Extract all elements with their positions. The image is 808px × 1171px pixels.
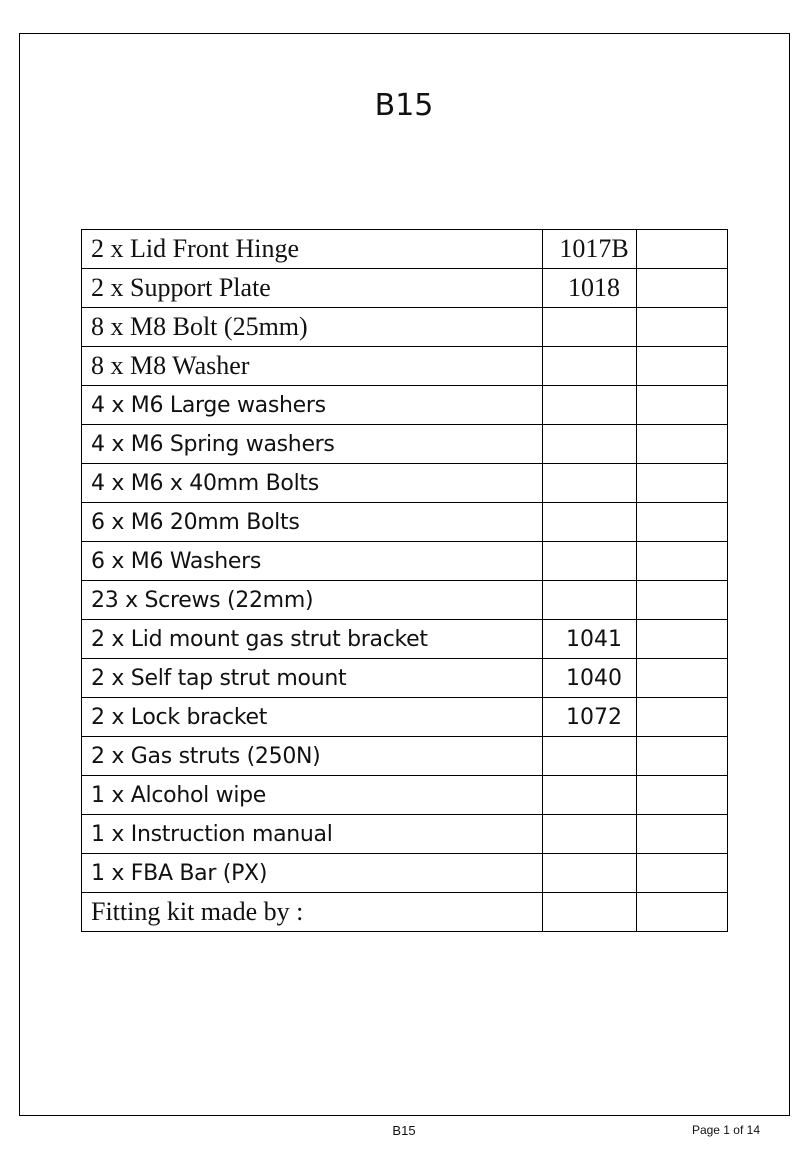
part-code: [543, 776, 637, 815]
table-row: [82, 425, 728, 464]
table-row: [82, 776, 728, 815]
table-row: [82, 269, 728, 308]
part-description: 2 x Support Plate: [82, 269, 543, 308]
table-row: [82, 854, 728, 893]
part-code: [543, 581, 637, 620]
footer-page-number: Page 1 of 14: [691, 1123, 760, 1137]
check-cell: [637, 854, 728, 893]
part-code: [543, 815, 637, 854]
part-description: 1 x FBA Bar (PX): [82, 854, 543, 893]
table-row: [82, 542, 728, 581]
part-description: 1 x Alcohol wipe: [82, 776, 543, 815]
check-cell: [637, 737, 728, 776]
part-description: 2 x Self tap strut mount: [82, 659, 543, 698]
check-cell: [637, 815, 728, 854]
part-code: 1041: [543, 620, 637, 659]
parts-table: [81, 229, 728, 932]
part-code: 1040: [543, 659, 637, 698]
part-code: [543, 425, 637, 464]
part-description: 2 x Lid mount gas strut bracket: [82, 620, 543, 659]
table-row: [82, 386, 728, 425]
check-cell: [637, 347, 728, 386]
part-description: 6 x M6 Washers: [82, 542, 543, 581]
check-cell: [637, 620, 728, 659]
check-cell: [637, 230, 728, 269]
check-cell: [637, 542, 728, 581]
table-row: [82, 581, 728, 620]
table-row: [82, 308, 728, 347]
check-cell: [637, 776, 728, 815]
table-row: [82, 698, 728, 737]
part-description: Fitting kit made by :: [82, 893, 543, 932]
part-code: [543, 464, 637, 503]
table-row: [82, 737, 728, 776]
table-row: [82, 620, 728, 659]
table-row: [82, 893, 728, 932]
part-description: 23 x Screws (22mm): [82, 581, 543, 620]
part-description: 8 x M8 Washer: [82, 347, 543, 386]
table-row: [82, 503, 728, 542]
check-cell: [637, 308, 728, 347]
part-description: 4 x M6 Large washers: [82, 386, 543, 425]
check-cell: [637, 893, 728, 932]
part-code: [543, 542, 637, 581]
part-code: [543, 854, 637, 893]
part-description: 4 x M6 Spring washers: [82, 425, 543, 464]
part-description: 2 x Gas struts (250N): [82, 737, 543, 776]
part-description: 6 x M6 20mm Bolts: [82, 503, 543, 542]
part-description: 1 x Instruction manual: [82, 815, 543, 854]
table-row: [82, 464, 728, 503]
check-cell: [637, 581, 728, 620]
part-code: [543, 737, 637, 776]
footer-doc-code: B15: [392, 1123, 416, 1138]
check-cell: [637, 386, 728, 425]
check-cell: [637, 425, 728, 464]
table-row: [82, 347, 728, 386]
part-code: [543, 503, 637, 542]
part-code: [543, 347, 637, 386]
page-title: B15: [374, 88, 434, 123]
part-description: 2 x Lid Front Hinge: [82, 230, 543, 269]
part-description: 8 x M8 Bolt (25mm): [82, 308, 543, 347]
part-code: 1018: [543, 269, 637, 308]
part-code: [543, 386, 637, 425]
part-description: 2 x Lock bracket: [82, 698, 543, 737]
table-row: [82, 659, 728, 698]
check-cell: [637, 269, 728, 308]
part-description: 4 x M6 x 40mm Bolts: [82, 464, 543, 503]
part-code: [543, 308, 637, 347]
table-row: [82, 230, 728, 269]
table-row: [82, 815, 728, 854]
check-cell: [637, 659, 728, 698]
part-code: 1072: [543, 698, 637, 737]
part-code: [543, 893, 637, 932]
part-code: 1017B: [543, 230, 637, 269]
check-cell: [637, 464, 728, 503]
check-cell: [637, 698, 728, 737]
check-cell: [637, 503, 728, 542]
parts-table-body: [82, 230, 728, 932]
